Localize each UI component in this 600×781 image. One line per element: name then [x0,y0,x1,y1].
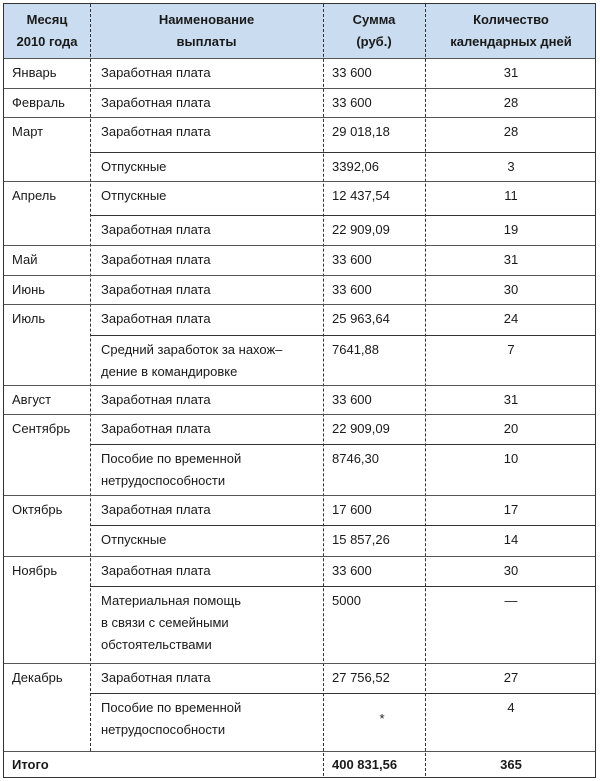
cell-payment: Пособие по временной нетрудоспособности [101,700,242,737]
cell-payment: Заработная плата [101,563,211,578]
cell-amount: 33 600 [332,282,372,297]
row-divider [4,275,595,276]
row-divider [4,304,595,305]
row-divider [4,88,595,89]
sub-row-divider [90,335,595,336]
row-divider [4,58,595,59]
cell-days: 30 [503,282,519,297]
cell-amount: 22 909,09 [332,222,390,237]
cell-month: Сентябрь [12,421,71,436]
row-divider [4,117,595,118]
row-divider [4,556,595,557]
sub-row-divider [90,444,595,445]
payments-table [3,3,596,778]
sub-row-divider [90,586,595,587]
sub-row-divider [90,215,595,216]
cell-amount: 3392,06 [332,159,379,174]
cell-amount: 17 600 [332,502,372,517]
cell-amount: 8746,30 [332,451,379,466]
cell-days: 31 [503,65,519,80]
cell-amount: 33 600 [332,252,372,267]
cell-amount: 25 963,64 [332,311,390,326]
sub-row-divider [90,693,595,694]
total-label: Итого [12,757,49,772]
cell-days: 19 [503,222,519,237]
cell-payment: Заработная плата [101,392,211,407]
cell-payment: Отпускные [101,159,167,174]
row-divider [4,181,595,182]
cell-payment: Заработная плата [101,65,211,80]
cell-amount: 15 857,26 [332,532,390,547]
cell-days: 28 [503,95,519,110]
total-days: 365 [500,757,522,772]
cell-payment: Заработная плата [101,421,211,436]
cell-amount: 7641,88 [332,342,379,357]
row-divider [4,663,595,664]
cell-amount: 33 600 [332,65,372,80]
cell-days: — [504,593,518,608]
row-divider [4,245,595,246]
cell-amount: * [379,711,385,726]
row-divider [4,495,595,496]
cell-month: Февраль [12,95,65,110]
sub-row-divider [90,525,595,526]
total-divider [4,751,595,752]
cell-amount: 33 600 [332,563,372,578]
cell-payment: Заработная плата [101,311,211,326]
cell-payment: Отпускные [101,532,167,547]
cell-month: Март [12,124,44,139]
header-payment: Наименование выплаты [158,12,255,49]
cell-month: Июнь [12,282,46,297]
cell-days: 11 [504,188,518,203]
cell-payment: Отпускные [101,188,167,203]
cell-amount: 5000 [332,593,361,608]
sub-row-divider [90,152,595,153]
cell-amount: 27 756,52 [332,670,390,685]
cell-amount: 12 437,54 [332,188,390,203]
cell-month: Январь [12,65,57,80]
cell-days: 4 [507,700,515,715]
cell-days: 14 [503,532,519,547]
header-days: Количество календарных дней [450,12,572,49]
cell-payment: Заработная плата [101,282,211,297]
cell-month: Июль [12,311,46,326]
cell-month: Август [12,392,52,407]
row-divider [4,414,595,415]
cell-days: 7 [507,342,515,357]
column-divider [323,4,324,776]
cell-days: 31 [503,252,519,267]
cell-payment: Заработная плата [101,95,211,110]
cell-days: 3 [507,159,515,174]
cell-payment: Заработная плата [101,124,211,139]
cell-month: Ноябрь [12,563,58,578]
cell-days: 30 [503,563,519,578]
cell-days: 10 [503,451,519,466]
cell-days: 20 [503,421,519,436]
cell-days: 17 [503,502,519,517]
cell-days: 31 [503,392,519,407]
cell-amount: 33 600 [332,392,372,407]
cell-amount: 29 018,18 [332,124,390,139]
cell-payment: Заработная плата [101,222,211,237]
cell-payment: Пособие по временной нетрудоспособности [101,451,242,488]
cell-payment: Заработная плата [101,502,211,517]
cell-days: 24 [503,311,519,326]
cell-amount: 22 909,09 [332,421,390,436]
total-amount: 400 831,56 [332,757,398,772]
row-divider [4,385,595,386]
cell-amount: 33 600 [332,95,372,110]
cell-payment: Материальная помощь в связи с семейными обстоятельствами [101,593,242,652]
cell-payment: Средний заработок за нахож– дение в командировке [101,342,283,379]
header-month: Месяц 2010 года [16,12,78,49]
cell-month: Октябрь [12,502,63,517]
header-amount: Сумма (руб.) [352,12,396,49]
cell-days: 28 [503,124,519,139]
cell-month: Май [12,252,38,267]
cell-month: Декабрь [12,670,63,685]
cell-payment: Заработная плата [101,670,211,685]
cell-month: Апрель [12,188,57,203]
cell-payment: Заработная плата [101,252,211,267]
cell-days: 27 [503,670,519,685]
